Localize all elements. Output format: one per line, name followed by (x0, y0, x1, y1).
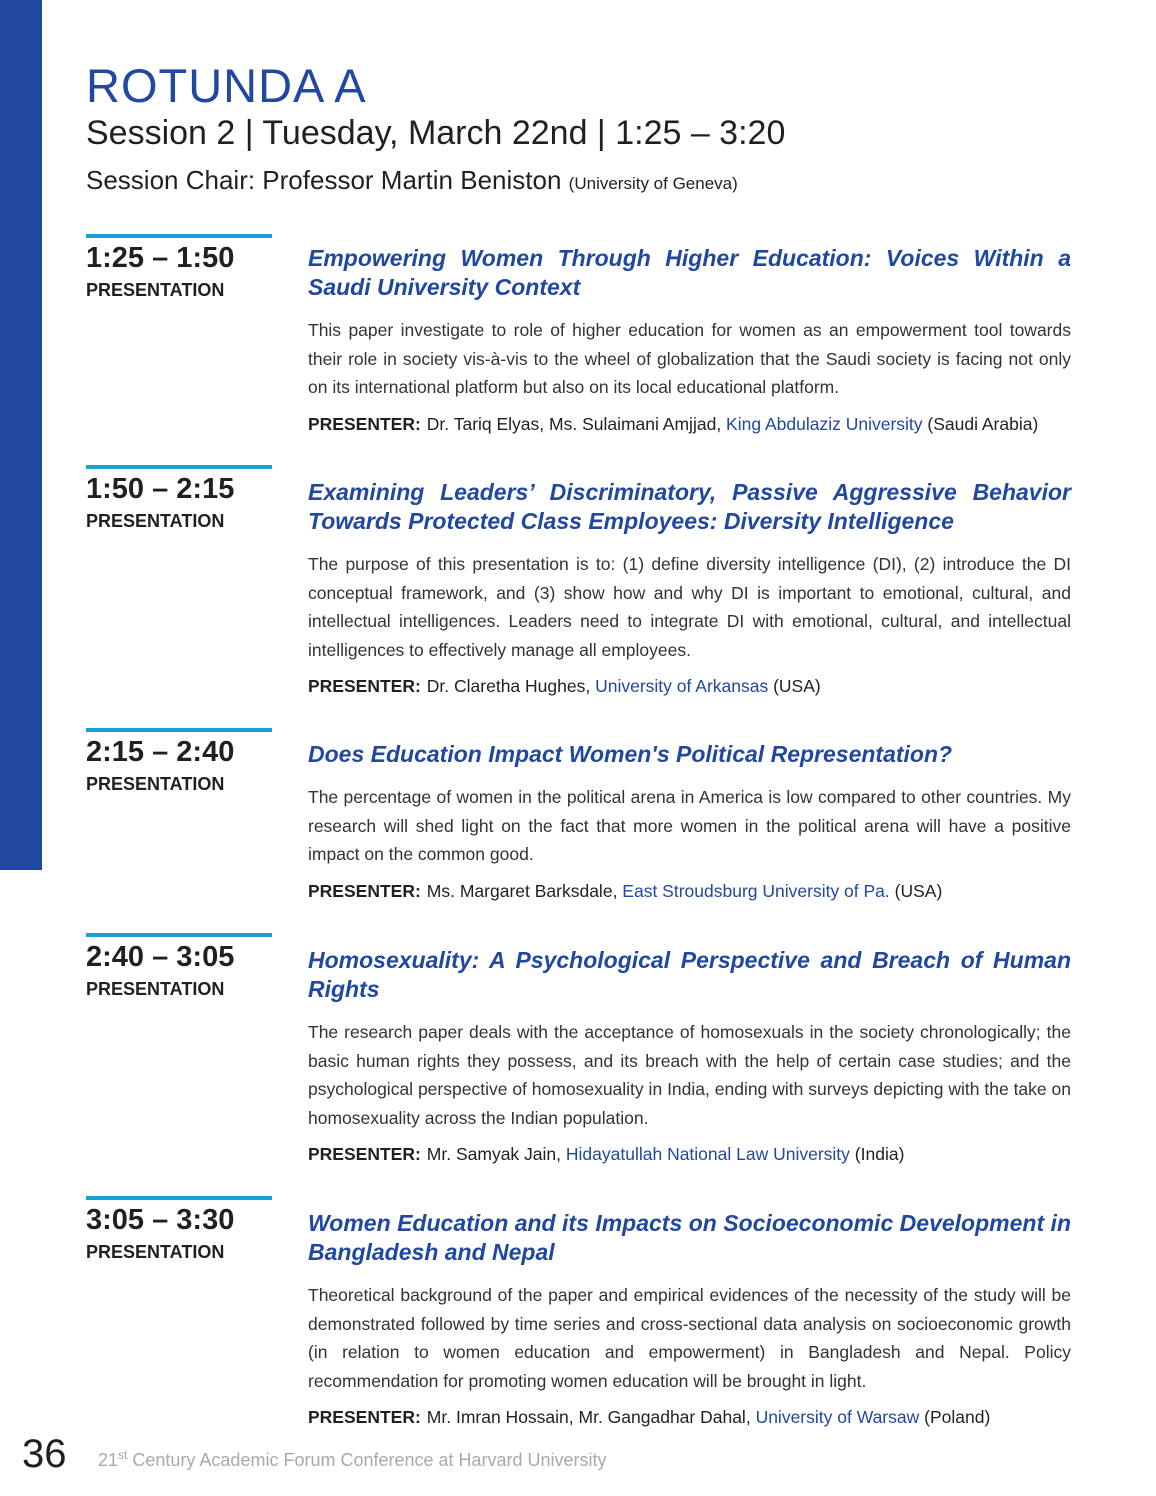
slot-type: PRESENTATION (86, 774, 225, 794)
slot-content (308, 740, 1071, 902)
presenter-names: Mr. Imran Hossain, Mr. Gangadhar Dahal (426, 1407, 746, 1427)
presenter-line: PRESENTER: Ms. Margaret Barksdale, East Stroudsburg University of Pa. (USA) (308, 880, 943, 901)
presenter-university: King Abdulaziz University (726, 413, 923, 434)
slot-time: 1:25 – 1:50 (86, 242, 235, 274)
presenter-university: Hidayatullah National Law University (565, 1144, 850, 1164)
session-chair-affiliation: (University of Geneva) (568, 174, 738, 193)
slot-type: PRESENTATION (86, 979, 225, 999)
session-info: Session 2 | Tuesday, March 22nd | 1:25 – 3:20 (86, 114, 786, 152)
slot-divider (86, 933, 272, 937)
presenter-line: PRESENTER: Mr. Samyak Jain, Hidayatullah National Law University (India) (308, 1144, 905, 1164)
presentation-abstract: Theoretical background of the paper and empirical evidences of the necessity of the study will be demonstrated followed by time series and cross-sectional data analysis on socioeconomic growth (in relation to women education and empowerment) in Bangladesh and Nepal. Policy recommendation for promoting women education will be brought in light. (308, 1285, 1071, 1391)
presenter-label: PRESENTER: (308, 1144, 421, 1164)
slot-time: 2:40 – 3:05 (86, 941, 235, 973)
slot-divider (86, 465, 272, 469)
presenter-country: (India) (854, 1144, 905, 1164)
presentation-abstract: The purpose of this presentation is to: (1) define diversity intelligence (DI), (2) introduce the DI conceptual framework, and (3) show how and why DI is important to emotional, cultural, and intellectual intelligences. Leaders need to integrate DI with emotional, cultural, and intellectual intelligences to effectively manage all employees. (308, 554, 1071, 660)
footer-ordinal: 21 (98, 1450, 119, 1470)
side-accent-bar (0, 0, 42, 870)
presenter-label: PRESENTER: (308, 880, 421, 901)
slot-type: PRESENTATION (86, 280, 225, 300)
slot-divider (86, 1196, 272, 1200)
slot-content (308, 1209, 1071, 1428)
presenter-line: PRESENTER: Dr. Claretha Hughes, University of Arkansas (USA) (308, 676, 821, 696)
slot-time: 2:15 – 2:40 (86, 736, 235, 768)
presenter-university: University of Arkansas (595, 676, 769, 696)
slot-content (308, 478, 1071, 697)
slot-time: 3:05 – 3:30 (86, 1204, 235, 1236)
presenter-names: Dr. Tariq Elyas, Ms. Sulaimani Amjjad (426, 413, 717, 434)
presenter-country: (Poland) (924, 1407, 991, 1427)
presentation-title: Homosexuality: A Psychological Perspective and Breach of Human Rights (308, 947, 1071, 1002)
presentation-title: Examining Leaders’ Discriminatory, Passive Aggressive Behavior Towards Protected Class Employees: Diversity Intelligence (308, 479, 1071, 534)
presenter-label: PRESENTER: (308, 676, 421, 696)
presentation-title: Empowering Women Through Higher Education: Voices Within a Saudi University Context (308, 245, 1071, 300)
footer-conference-name (98, 1448, 607, 1471)
presenter-line: PRESENTER: Mr. Imran Hossain, Mr. Gangadhar Dahal, University of Warsaw (Poland) (308, 1407, 991, 1427)
slot-type: PRESENTATION (86, 511, 225, 531)
presentation-abstract: The percentage of women in the political arena in America is low compared to other countries. My research will shed light on the fact that more women in the political arena will have a positive impact on the common good. (308, 787, 1071, 864)
room-title: ROTUNDA A (86, 59, 367, 112)
footer-ordinal-suffix: st (118, 1448, 128, 1462)
presenter-label: PRESENTER: (308, 413, 421, 434)
page-number: 36 (22, 1432, 67, 1476)
presenter-names: Ms. Margaret Barksdale (426, 880, 613, 901)
presentation-title: Women Education and its Impacts on Socioeconomic Development in Bangladesh and Nepal (308, 1210, 1071, 1265)
slot-divider (86, 234, 272, 238)
presenter-university: East Stroudsburg University of Pa. (622, 880, 890, 901)
presentation-title: Does Education Impact Women's Political Representation? (308, 741, 953, 767)
presenter-names: Dr. Claretha Hughes (426, 676, 586, 696)
slot-content (308, 244, 1071, 435)
slot-divider (86, 728, 272, 732)
presenter-label: PRESENTER: (308, 1407, 421, 1427)
presenter-university: University of Warsaw (755, 1407, 920, 1427)
presentation-abstract: The research paper deals with the acceptance of homosexuals in the society chronologically; the basic human rights they possess, and its breach with the help of certain case studies; and the psychological perspective of homosexuality in India, ending with surveys depicting with the take on homosexuality across the Indian population. (308, 1022, 1071, 1128)
slot-content (308, 946, 1071, 1165)
slot-type: PRESENTATION (86, 1242, 225, 1262)
presenter-names: Mr. Samyak Jain (426, 1144, 557, 1164)
presenter-line: PRESENTER: Dr. Tariq Elyas, Ms. Sulaimani Amjjad, King Abdulaziz University (Saudi Arabia) (308, 413, 1039, 434)
presenter-country: (USA) (894, 880, 943, 901)
footer-title: Century Academic Forum Conference at Harvard University (127, 1450, 607, 1470)
session-chair (86, 165, 738, 196)
presenter-country: (USA) (773, 676, 821, 696)
presentation-abstract: This paper investigate to role of higher education for women as an empowerment tool towards their role in society vis-à-vis to the wheel of globalization that the Saudi society is facing not only on its international platform but also on its local educational platform. (308, 320, 1071, 397)
presenter-country: (Saudi Arabia) (927, 413, 1039, 434)
session-chair-name: Session Chair: Professor Martin Beniston (86, 165, 562, 195)
slot-time: 1:50 – 2:15 (86, 473, 235, 505)
